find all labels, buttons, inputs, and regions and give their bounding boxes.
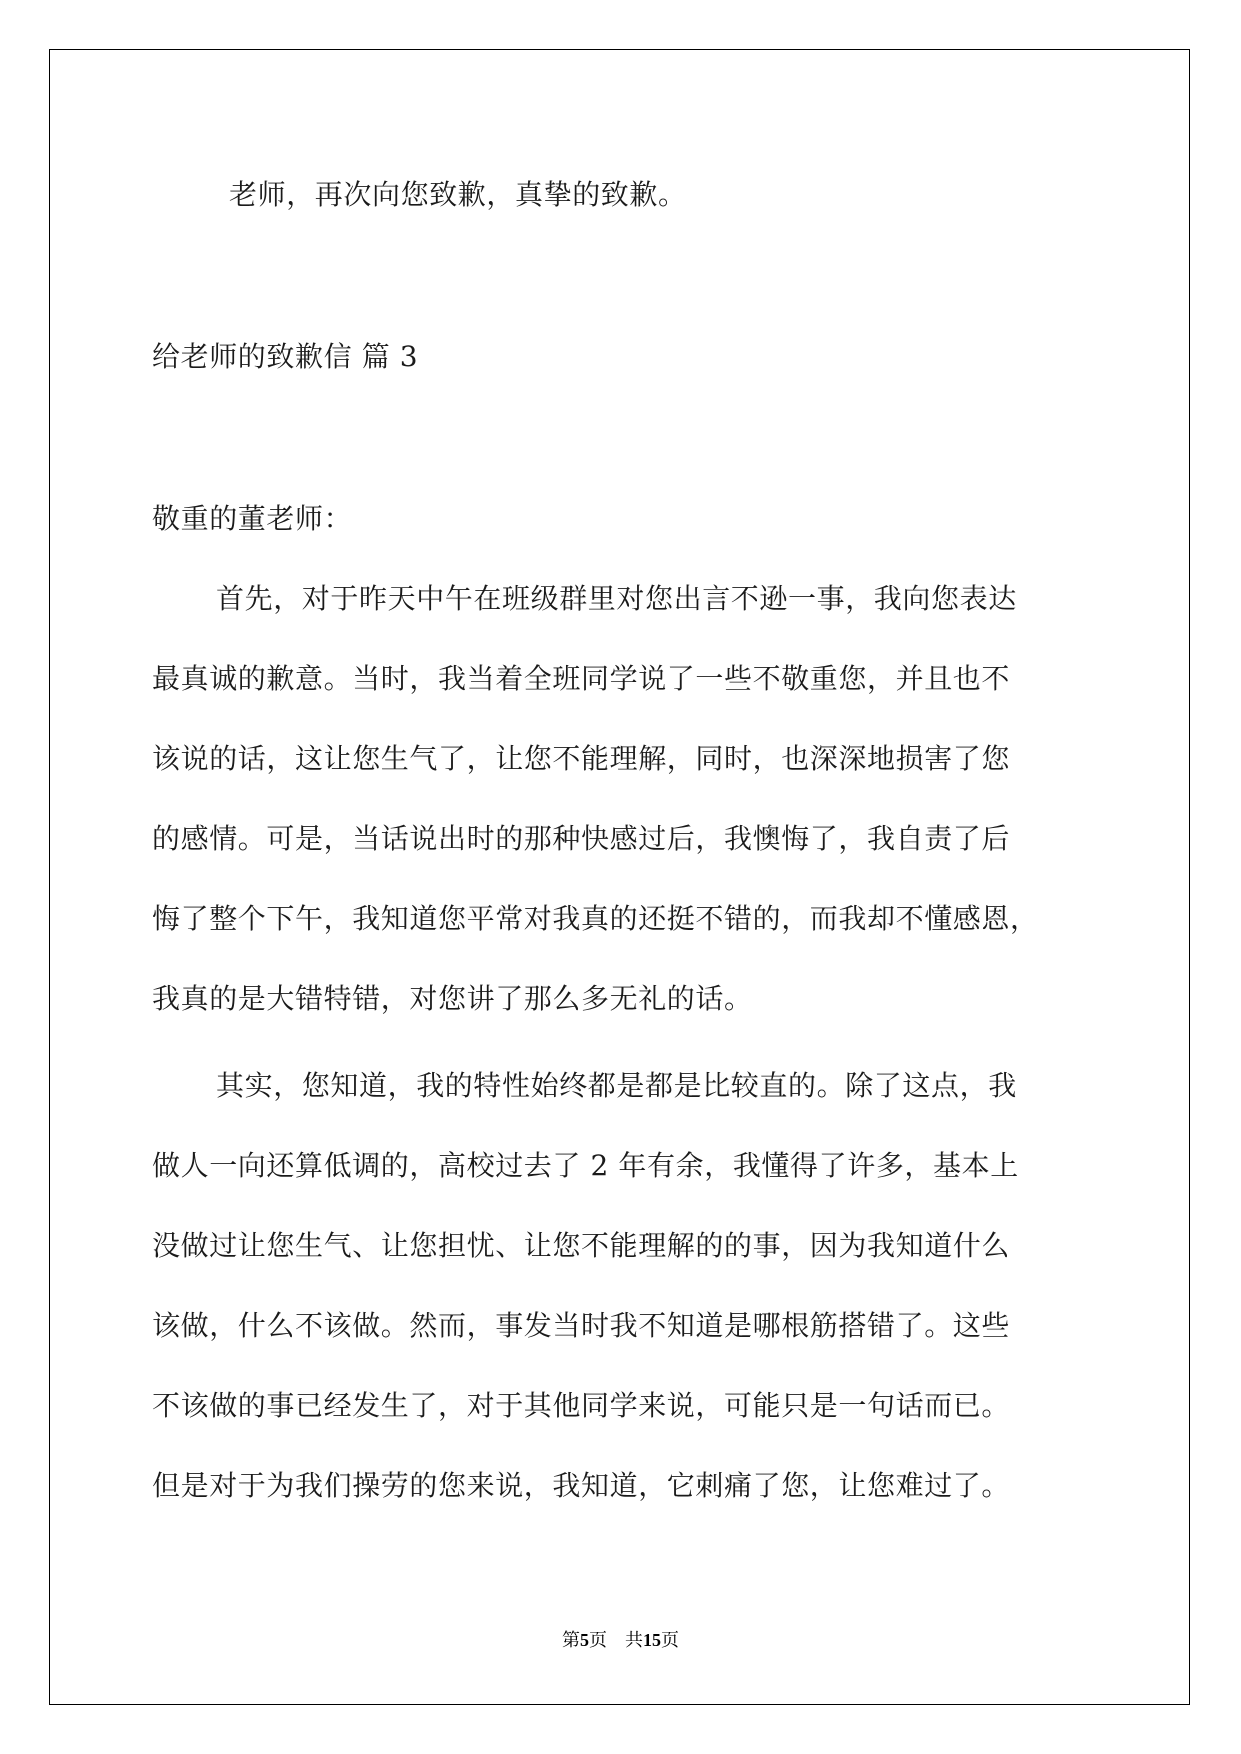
page-footer bbox=[0, 1628, 1241, 1652]
paragraph-1-line: 最真诚的歉意。当时，我当着全班同学说了一些不敬重您，并且也不 bbox=[152, 662, 1011, 695]
footer-suffix: 页 bbox=[661, 1630, 679, 1650]
footer-middle: 页 共 bbox=[589, 1630, 643, 1650]
paragraph-1-line: 首先，对于昨天中午在班级群里对您出言不逊一事，我向您表达 bbox=[216, 582, 1017, 615]
footer-page-number: 5 bbox=[580, 1630, 589, 1650]
paragraph-1-line: 我真的是大错特错，对您讲了那么多无礼的话。 bbox=[152, 982, 753, 1015]
salutation: 敬重的董老师： bbox=[152, 502, 353, 535]
paragraph-2-line: 该做，什么不该做。然而，事发当时我不知道是哪根筋搭错了。这些 bbox=[152, 1309, 1011, 1342]
paragraph-2-line: 但是对于为我们操劳的您来说，我知道，它刺痛了您，让您难过了。 bbox=[152, 1469, 1011, 1502]
paragraph-1-line: 的感情。可是，当话说出时的那种快感过后，我懊悔了，我自责了后 bbox=[152, 822, 1011, 855]
paragraph-2-line: 做人一向还算低调的，高校过去了 2 年有余，我懂得了许多，基本上 bbox=[152, 1149, 1019, 1182]
footer-prefix: 第 bbox=[562, 1630, 580, 1650]
section-heading: 给老师的致歉信 篇 3 bbox=[152, 340, 419, 373]
closing-line: 老师，再次向您致歉，真挚的致歉。 bbox=[229, 178, 687, 211]
page-border bbox=[49, 49, 1190, 1705]
paragraph-2-line: 没做过让您生气、让您担忧、让您不能理解的的事，因为我知道什么 bbox=[152, 1229, 1011, 1262]
footer-total-pages: 15 bbox=[643, 1630, 661, 1650]
paragraph-2-line: 不该做的事已经发生了，对于其他同学来说，可能只是一句话而已。 bbox=[152, 1389, 1011, 1422]
paragraph-1-line: 该说的话，这让您生气了，让您不能理解，同时，也深深地损害了您 bbox=[152, 742, 1011, 775]
paragraph-2-line: 其实，您知道，我的特性始终都是都是比较直的。除了这点，我 bbox=[216, 1069, 1017, 1102]
paragraph-1-line: 悔了整个下午，我知道您平常对我真的还挺不错的，而我却不懂感恩， bbox=[152, 902, 1039, 935]
